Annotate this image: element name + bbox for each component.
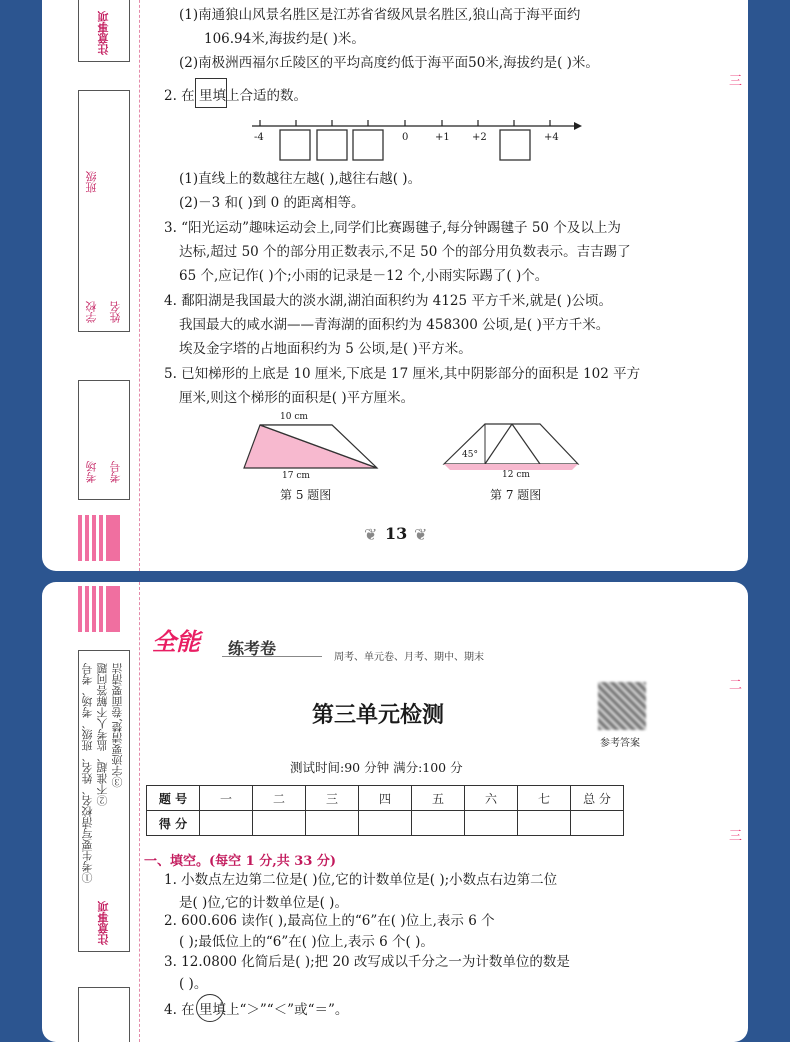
trapezoid-figure-5 <box>242 420 382 470</box>
fig5-caption: 第 5 题图 <box>280 488 332 502</box>
table-cell: 一 <box>200 786 253 811</box>
name-label: 姓名 <box>109 301 122 323</box>
question-heading: 2. 在 里填上合适的数。 <box>164 88 307 104</box>
score-cell[interactable] <box>571 811 624 836</box>
unit-test-card <box>42 582 748 1042</box>
table-cell: 七 <box>518 786 571 811</box>
table-cell: 题 号 <box>147 786 200 811</box>
table-cell: 四 <box>359 786 412 811</box>
table-row <box>147 811 624 836</box>
answer-circle <box>196 994 224 1022</box>
text-line: 1. 小数点左边第二位是( )位,它的计数单位是( );小数点右边第二位 <box>164 872 558 888</box>
tick-label: +1 <box>435 132 450 143</box>
exam-info-box <box>78 380 130 500</box>
student-info-box <box>78 987 130 1042</box>
section-heading: 一、填空。(每空 1 分,共 33 分) <box>144 854 337 869</box>
table-cell: 得 分 <box>147 811 200 836</box>
score-cell[interactable] <box>306 811 359 836</box>
text-line: (1)南通狼山风景名胜区是江苏省省级风景名胜区,狼山高于海平面约 <box>179 7 581 23</box>
text-line: (1)直线上的数越往左越( ),越往右越( )。 <box>179 171 422 187</box>
notice-label: 注意事项 <box>97 11 110 55</box>
student-info-box <box>78 90 130 332</box>
qr-caption: 参考答案 <box>600 738 640 749</box>
notice-label: 注意事项 <box>97 901 110 945</box>
blank-box <box>353 130 383 160</box>
text-line: 106.94米,海拔约是( )米。 <box>204 31 365 47</box>
pink-stripes <box>78 515 123 565</box>
tick-label: +4 <box>544 132 559 143</box>
table-cell: 总 分 <box>571 786 624 811</box>
tagline: 周考、单元卷、月考、期中、期末 <box>334 652 484 663</box>
table-cell: 三 <box>306 786 359 811</box>
score-table <box>146 785 624 836</box>
tick-label: -4 <box>254 132 264 143</box>
page-number: 13 <box>385 524 408 543</box>
text-line: 4. 在 里填上“＞”“＜”或“＝”。 <box>164 1002 349 1018</box>
text-line: 3. “阳光运动”趣味运动会上,同学们比赛踢毽子,每分钟踢毽子 50 个及以上为 <box>164 220 621 236</box>
table-cell: 五 <box>412 786 465 811</box>
margin-mark: 二 <box>728 678 742 693</box>
exam-room-label: 考场 <box>85 461 98 483</box>
margin-mark: 三 <box>728 74 742 89</box>
binding-dashed-line <box>139 582 140 1042</box>
text-line: 厘米,则这个梯形的面积是( )平方厘米。 <box>179 390 415 406</box>
tick-label: 0 <box>402 132 409 143</box>
rule-line: ③字迹要清楚,卷面要清洁 <box>111 663 124 788</box>
fig7-angle-label: 45° <box>462 450 478 460</box>
text-line: ( )。 <box>179 976 208 992</box>
text-line: 埃及金字塔的占地面积约为 5 公顷,是( )平方米。 <box>179 341 472 357</box>
text-line: 3. 12.0800 化简后是( );把 20 改写成以千分之一为计数单位的数是 <box>164 954 570 970</box>
leaf-ornament-left-icon: ❦ <box>364 525 378 544</box>
text-line: (2)－3 和( )到 0 的距离相等。 <box>179 195 365 211</box>
fig5-bottom-label: 17 cm <box>282 471 310 481</box>
school-label: 学校 <box>85 301 98 323</box>
fig5-top-label: 10 cm <box>280 412 308 422</box>
text-line: 5. 已知梯形的上底是 10 厘米,下底是 17 厘米,其中阴影部分的面积是 102 平方 <box>164 366 641 382</box>
score-cell[interactable] <box>465 811 518 836</box>
rule-line: ①考生要写清校名、姓名、班级、考场、考号 <box>81 663 94 883</box>
logo-underline <box>222 656 322 657</box>
binding-dashed-line <box>139 0 140 571</box>
blank-box <box>280 130 310 160</box>
class-label: 班级 <box>85 171 98 193</box>
text-line: 是( )位,它的计数单位是( )。 <box>179 895 348 911</box>
number-line <box>242 110 582 165</box>
text-line: ( );最低位上的“6”在( )位上,表示 6 个( )。 <box>179 934 434 950</box>
text-line: 65 个,应记作( )个;小雨的记录是－12 个,小雨实际踢了( )个。 <box>179 268 549 284</box>
answer-box <box>195 78 227 108</box>
page-13-card <box>42 0 748 571</box>
fig7-caption: 第 7 题图 <box>490 488 542 502</box>
table-row <box>147 786 624 811</box>
fig7-bottom-label: 12 cm <box>502 470 530 480</box>
table-cell: 六 <box>465 786 518 811</box>
score-cell[interactable] <box>253 811 306 836</box>
brand-logo-subtitle: 练考卷 <box>228 639 277 658</box>
exam-no-label: 考号 <box>109 461 122 483</box>
notice-box <box>78 650 130 952</box>
pink-stripes <box>78 586 123 636</box>
tick-label: +2 <box>472 132 487 143</box>
score-cell[interactable] <box>359 811 412 836</box>
text-line: 我国最大的咸水湖——青海湖的面积约为 458300 公顷,是( )平方千米。 <box>179 317 610 333</box>
score-cell[interactable] <box>518 811 571 836</box>
brand-logo: 全能 <box>152 628 200 656</box>
blank-box <box>500 130 530 160</box>
test-info: 测试时间:90 分钟 满分:100 分 <box>290 760 463 775</box>
leaf-ornament-right-icon: ❦ <box>414 525 428 544</box>
text-line: (2)南极洲西福尔丘陵区的平均高度约低于海平面50米,海拔约是( )米。 <box>179 55 599 71</box>
blank-box <box>317 130 347 160</box>
table-cell: 二 <box>253 786 306 811</box>
trapezoid-figure-7 <box>440 418 582 470</box>
rule-line: ②不准超、监考人不解答问题 <box>96 663 109 806</box>
score-cell[interactable] <box>412 811 465 836</box>
margin-mark: 三 <box>728 829 742 844</box>
text-line: 4. 鄱阳湖是我国最大的淡水湖,湖泊面积约为 4125 平方千米,就是( )公顷。 <box>164 293 613 309</box>
text-line: 2. 600.606 读作( ),最高位上的“6”在( )位上,表示 6 个 <box>164 913 495 929</box>
score-cell[interactable] <box>200 811 253 836</box>
notice-box <box>78 0 130 62</box>
page-title: 第三单元检测 <box>312 702 445 728</box>
text-line: 达标,超过 50 个的部分用正数表示,不足 50 个的部分用负数表示。吉吉踢了 <box>179 244 631 260</box>
qr-code-icon[interactable] <box>598 682 646 730</box>
